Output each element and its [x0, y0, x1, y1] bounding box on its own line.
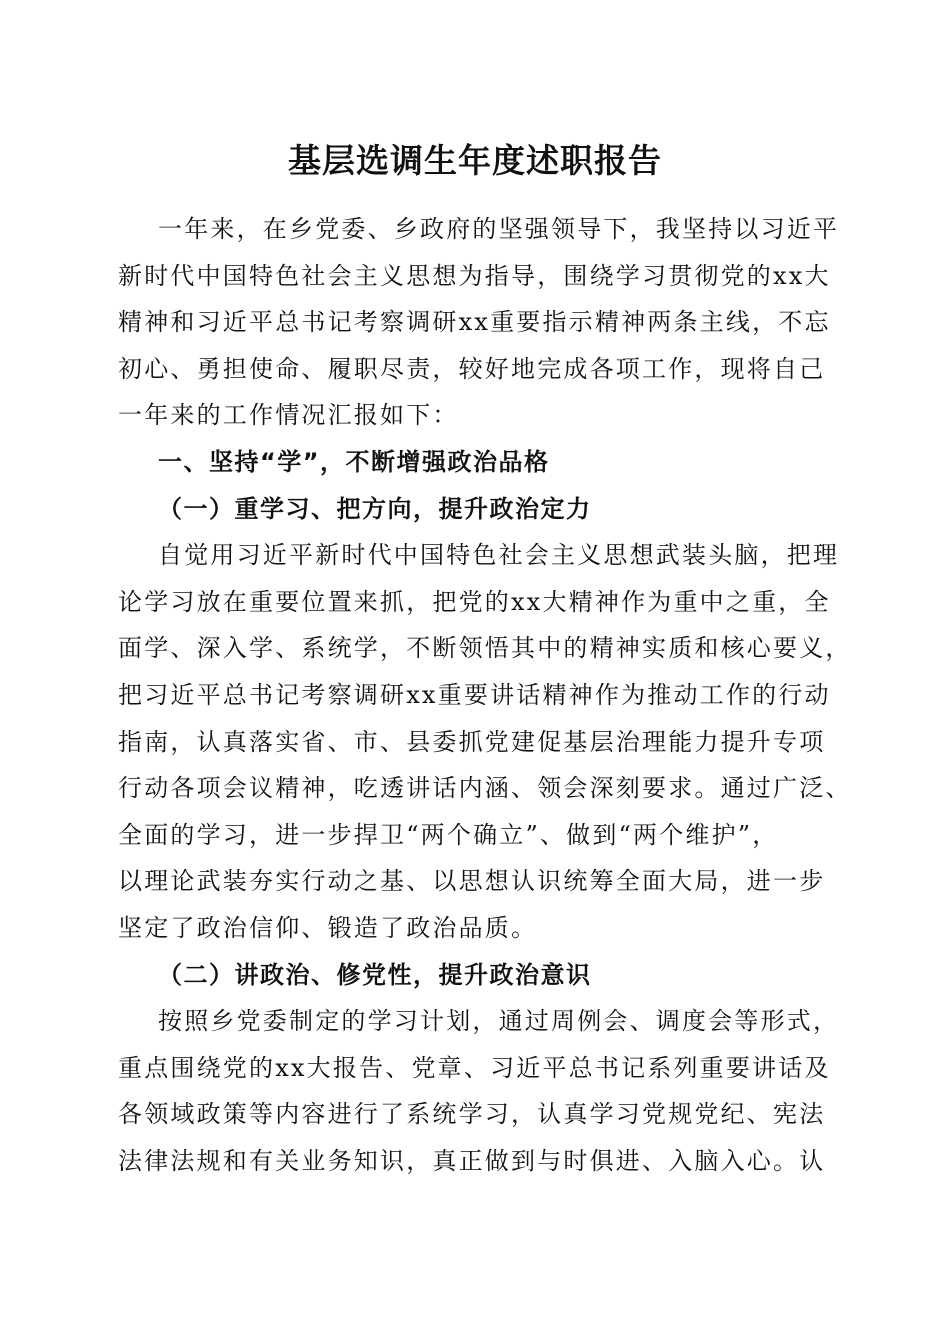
paragraph-line: 指南，认真落实省、市、县委抓党建促基层治理能力提升专项	[118, 727, 826, 756]
paragraph-line: 自觉用习近平新时代中国特色社会主义思想武装头脑，把理	[158, 541, 840, 570]
subsection-heading: （一）重学习、把方向，提升政治定力	[158, 493, 592, 523]
paragraph-line: 按照乡党委制定的学习计划，通过周例会、调度会等形式，	[158, 1007, 840, 1036]
paragraph-line: 新时代中国特色社会主义思想为指导，围绕学习贯彻党的xx大	[118, 261, 831, 290]
paragraph-line: 一年来，在乡党委、乡政府的坚强领导下，我坚持以习近平	[158, 215, 840, 243]
paragraph-line: 全面的学习，进一步捍卫“两个确立”、做到“两个维护”，	[118, 820, 779, 849]
paragraph-line: 重点围绕党的xx大报告、党章、习近平总书记系列重要讲话及	[118, 1053, 831, 1082]
paragraph-line: 各领域政策等内容进行了系统学习，认真学习党规党纪、宪法	[118, 1100, 826, 1129]
paragraph-line: 面学、深入学、系统学，不断领悟其中的精神实质和核心要义，	[118, 634, 852, 663]
paragraph-line: 坚定了政治信仰、锻造了政治品质。	[118, 913, 538, 942]
subsection-heading: （二）讲政治、修党性，提升政治意识	[158, 959, 592, 989]
paragraph-line: 以理论武装夯实行动之基、以思想认识统筹全面大局，进一步	[118, 867, 826, 896]
document-body	[118, 206, 852, 1184]
paragraph-line: 法律法规和有关业务知识，真正做到与时俱进、入脑入心。认	[118, 1146, 826, 1175]
paragraph-line: 论学习放在重要位置来抓，把党的xx大精神作为重中之重，全	[118, 587, 831, 616]
paragraph-line: 一年来的工作情况汇报如下：	[118, 401, 459, 430]
paragraph-line: 行动各项会议精神，吃透讲话内涵、领会深刻要求。通过广泛、	[118, 774, 852, 803]
section-heading: 一、坚持“学”，不断增强政治品格	[158, 447, 550, 476]
paragraph-line: 初心、勇担使命、履职尽责，较好地完成各项工作，现将自己	[118, 354, 826, 383]
paragraph-line: 把习近平总书记考察调研xx重要讲话精神作为推动工作的行动	[118, 680, 831, 709]
paragraph-line: 精神和习近平总书记考察调研xx重要指示精神两条主线，不忘	[118, 308, 831, 337]
document-title: 基层选调生年度述职报告	[288, 141, 662, 180]
